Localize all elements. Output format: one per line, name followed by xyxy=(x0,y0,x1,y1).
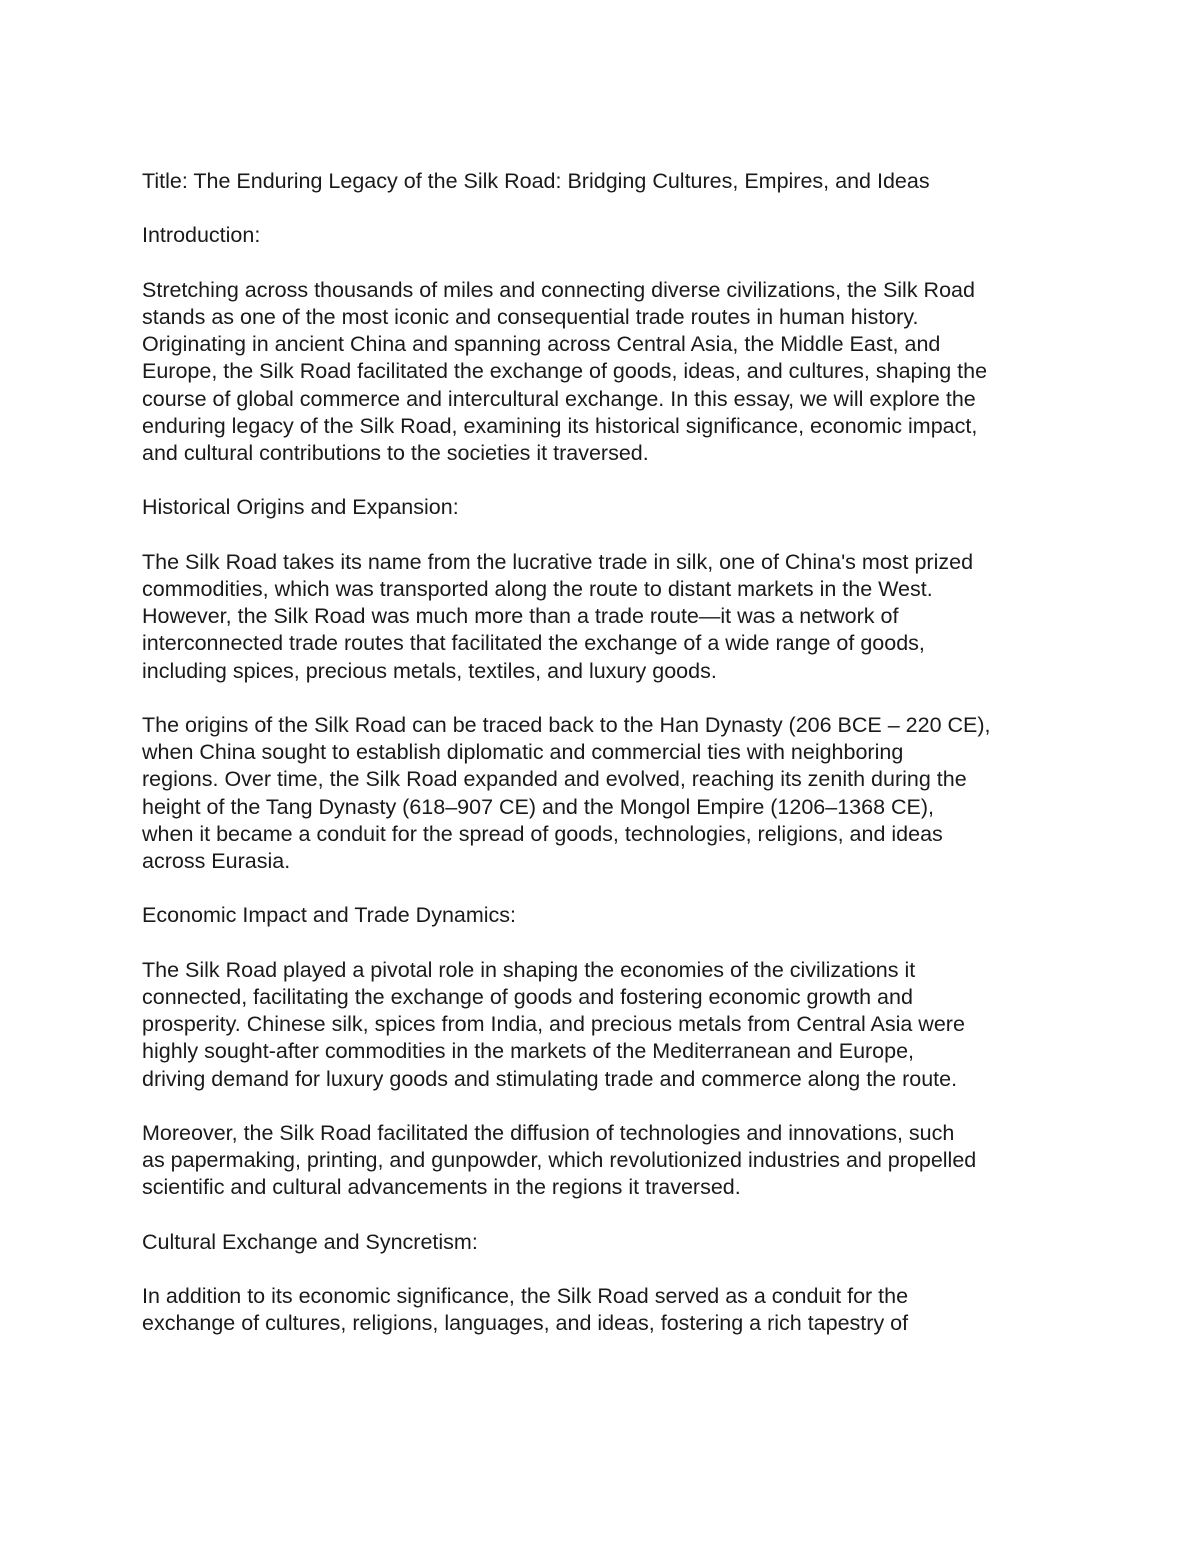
text-line: scientific and cultural advancements in the regions it traversed. xyxy=(142,1175,741,1200)
text-line: Stretching across thousands of miles and connecting diverse civilizations, the Silk Road xyxy=(142,277,975,302)
text-line: commodities, which was transported along the route to distant markets in the West. xyxy=(142,576,933,601)
section-heading-introduction: Introduction: xyxy=(142,223,261,248)
document-body xyxy=(142,168,1072,1365)
text-line: Originating in ancient China and spanning across Central Asia, the Middle East, and xyxy=(142,332,941,357)
text-line: prosperity. Chinese silk, spices from India, and precious metals from Central Asia were xyxy=(142,1012,965,1037)
text-line: However, the Silk Road was much more than a trade route—it was a network of xyxy=(142,604,899,629)
text-line: Europe, the Silk Road facilitated the exchange of goods, ideas, and cultures, shaping the xyxy=(142,359,988,384)
text-line: interconnected trade routes that facilitated the exchange of a wide range of goods, xyxy=(142,631,925,656)
paragraph xyxy=(142,1120,1072,1202)
text-line: highly sought-after commodities in the markets of the Mediterranean and Europe, xyxy=(142,1039,915,1064)
text-line: exchange of cultures, religions, languages, and ideas, fostering a rich tapestry of xyxy=(142,1311,909,1336)
text-line: when China sought to establish diplomatic and commercial ties with neighboring xyxy=(142,740,904,765)
text-line: as papermaking, printing, and gunpowder, which revolutionized industries and propelled xyxy=(142,1148,977,1173)
paragraph xyxy=(142,712,1072,875)
paragraph xyxy=(142,277,1072,467)
text-line: course of global commerce and intercultural exchange. In this essay, we will explore the xyxy=(142,386,976,411)
text-line: The Silk Road takes its name from the lucrative trade in silk, one of China's most prized xyxy=(142,549,974,574)
text-line: regions. Over time, the Silk Road expanded and evolved, reaching its zenith during the xyxy=(142,767,967,792)
text-line: stands as one of the most iconic and consequential trade routes in human history. xyxy=(142,304,919,329)
paragraph xyxy=(142,957,1072,1093)
text-line: driving demand for luxury goods and stimulating trade and commerce along the route. xyxy=(142,1066,958,1091)
section-heading-economic-impact: Economic Impact and Trade Dynamics: xyxy=(142,903,517,928)
text-line: height of the Tang Dynasty (618–907 CE) and the Mongol Empire (1206–1368 CE), xyxy=(142,794,935,819)
text-line: connected, facilitating the exchange of goods and fostering economic growth and xyxy=(142,984,913,1009)
text-line: and cultural contributions to the societies it traversed. xyxy=(142,441,649,465)
text-line: The origins of the Silk Road can be traced back to the Han Dynasty (206 BCE – 220 CE), xyxy=(142,712,991,737)
text-line: The Silk Road played a pivotal role in shaping the economies of the civilizations it xyxy=(142,957,916,982)
paragraph xyxy=(142,549,1072,685)
text-line: when it became a conduit for the spread of goods, technologies, religions, and ideas xyxy=(142,821,943,846)
text-line: In addition to its economic significance, the Silk Road served as a conduit for the xyxy=(142,1284,909,1309)
text-line: including spices, precious metals, textiles, and luxury goods. xyxy=(142,658,717,683)
text-line: Moreover, the Silk Road facilitated the diffusion of technologies and innovations, such xyxy=(142,1120,955,1145)
paragraph xyxy=(142,1283,1072,1337)
section-heading-historical-origins: Historical Origins and Expansion: xyxy=(142,495,459,520)
text-line: enduring legacy of the Silk Road, examining its historical significance, economic impact, xyxy=(142,413,978,438)
document-title: Title: The Enduring Legacy of the Silk Road: Bridging Cultures, Empires, and Ideas xyxy=(142,169,930,193)
text-line: across Eurasia. xyxy=(142,849,291,873)
section-heading-cultural-exchange: Cultural Exchange and Syncretism: xyxy=(142,1229,478,1254)
